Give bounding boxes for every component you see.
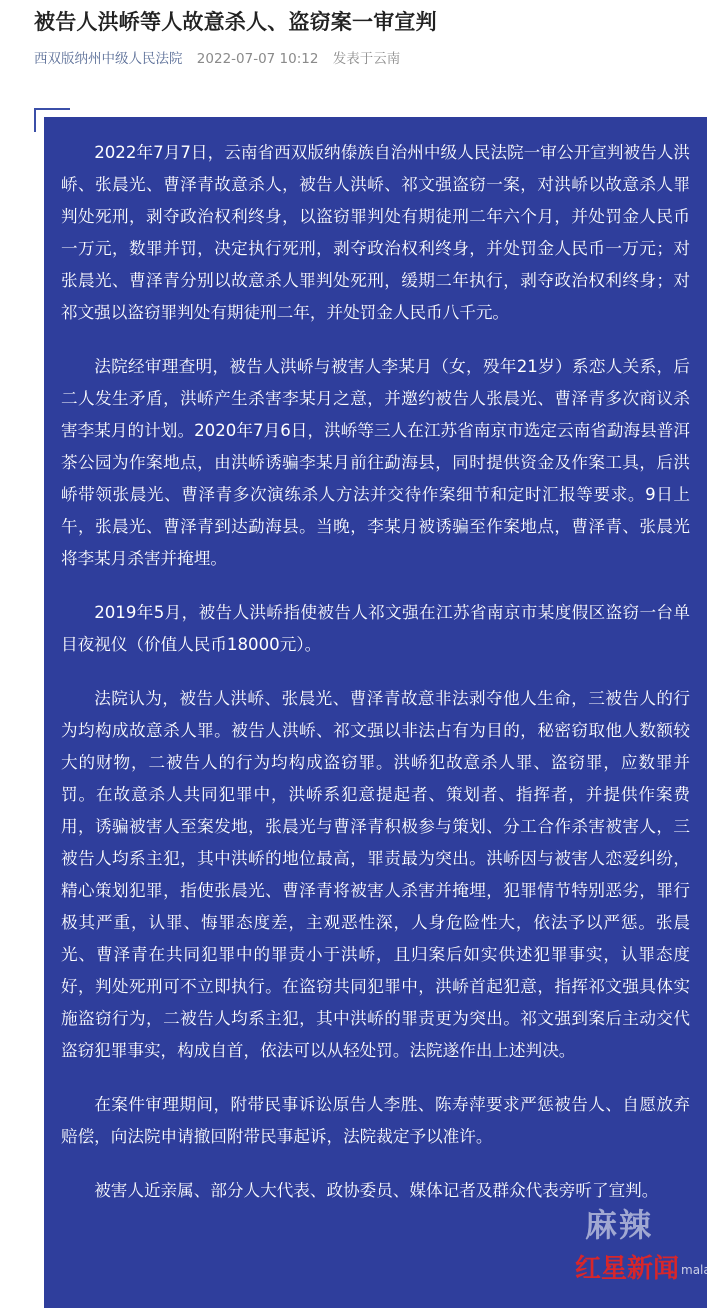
watermark-line2: 红星新闻 <box>575 1254 680 1284</box>
article-location: 发表于云南 <box>332 51 401 67</box>
article-body-panel <box>44 117 707 1308</box>
article-title: 被告人洪峤等人故意杀人、盗窃案一审宣判 <box>34 10 437 34</box>
article-body <box>44 117 707 1207</box>
paragraph-facts: 法院经审理查明，被告人洪峤与被害人李某月（女，殁年21岁）系恋人关系，后二人发生矛盾，洪峤产生杀害李某月之意，并邀约被告人张晨光、曹泽青多次商议杀害李某月的计划。2020年7月6日，洪峤等三人在江苏省南京市选定云南省勐海县普洱茶公园为作案地点，由洪峤诱骗李某月前往勐海县，同时提供资金及作案工具，后洪峤带领张晨光、曹泽青多次演练杀人方法并交待作案细节和定时汇报等要求。9日上午，张晨光、曹泽青到达勐海县。当晚，李某月被诱骗至作案地点，曹泽青、张晨光将李某月杀害并掩埋。 <box>61 357 690 568</box>
article-meta <box>34 47 400 67</box>
paragraph-theft: 2019年5月，被告人洪峤指使被告人祁文强在江苏省南京市某度假区盗窃一台单目夜视仪（价值人民币18000元）。 <box>61 603 690 654</box>
paragraph-verdict: 2022年7月7日，云南省西双版纳傣族自治州中级人民法院一审公开宣判被告人洪峤、张晨光、曹泽青故意杀人，被告人洪峤、祁文强盗窃一案，对洪峤以故意杀人罪判处死刑，剥夺政治权利终身，以盗窃罪判处有期徒刑二年六个月，并处罚金人民币一万元，数罪并罚，决定执行死刑，剥夺政治权利终身，并处罚金人民币一万元；对张晨光、曹泽青分别以故意杀人罪判处死刑，缓期二年执行，剥夺政治权利终身；对祁文强以盗窃罪判处有期徒刑二年，并处罚金人民币八千元。 <box>61 143 690 322</box>
article-header <box>0 0 707 100</box>
watermark-line1: 麻辣 <box>585 1206 654 1244</box>
news-watermark-logo <box>575 1196 711 1296</box>
watermark-sub: mala <box>681 1262 711 1277</box>
article-datetime: 2022-07-07 10:12 <box>196 51 319 67</box>
article-source-link[interactable]: 西双版纳州中级人民法院 <box>34 51 183 67</box>
paragraph-attendance: 被害人近亲属、部分人大代表、政协委员、媒体记者及群众代表旁听了宣判。 <box>94 1181 659 1200</box>
paragraph-civil-suit: 在案件审理期间，附带民事诉讼原告人李胜、陈寿萍要求严惩被告人、自愿放弃赔偿，向法院申请撤回附带民事起诉，法院裁定予以准许。 <box>61 1095 690 1146</box>
paragraph-court-opinion: 法院认为，被告人洪峤、张晨光、曹泽青故意非法剥夺他人生命，三被告人的行为均构成故意杀人罪。被告人洪峤、祁文强以非法占有为目的，秘密窃取他人数额较大的财物，二被告人的行为均构成盗窃罪。洪峤犯故意杀人罪、盗窃罪，应数罪并罚。在故意杀人共同犯罪中，洪峤系犯意提起者、策划者、指挥者，并提供作案费用，诱骗被害人至案发地，张晨光与曹泽青积极参与策划、分工合作杀害被害人，三被告人均系主犯，其中洪峤的地位最高，罪责最为突出。洪峤因与被害人恋爱纠纷，精心策划犯罪，指使张晨光、曹泽青将被害人杀害并掩埋，犯罪情节特别恶劣，罪行极其严重，认罪、悔罪态度差，主观恶性深，人身危险性大，依法予以严惩。张晨光、曹泽青在共同犯罪中的罪责小于洪峤，且归案后如实供述犯罪事实，认罪态度好，判处死刑可不立即执行。在盗窃共同犯罪中，洪峤首起犯意，指挥祁文强具体实施盗窃行为，二被告人均系主犯，其中洪峤的罪责更为突出。祁文强到案后主动交代盗窃犯罪事实，构成自首，依法可以从轻处罚。法院遂作出上述判决。 <box>61 689 690 1060</box>
watermark-line2-row <box>575 1248 711 1285</box>
